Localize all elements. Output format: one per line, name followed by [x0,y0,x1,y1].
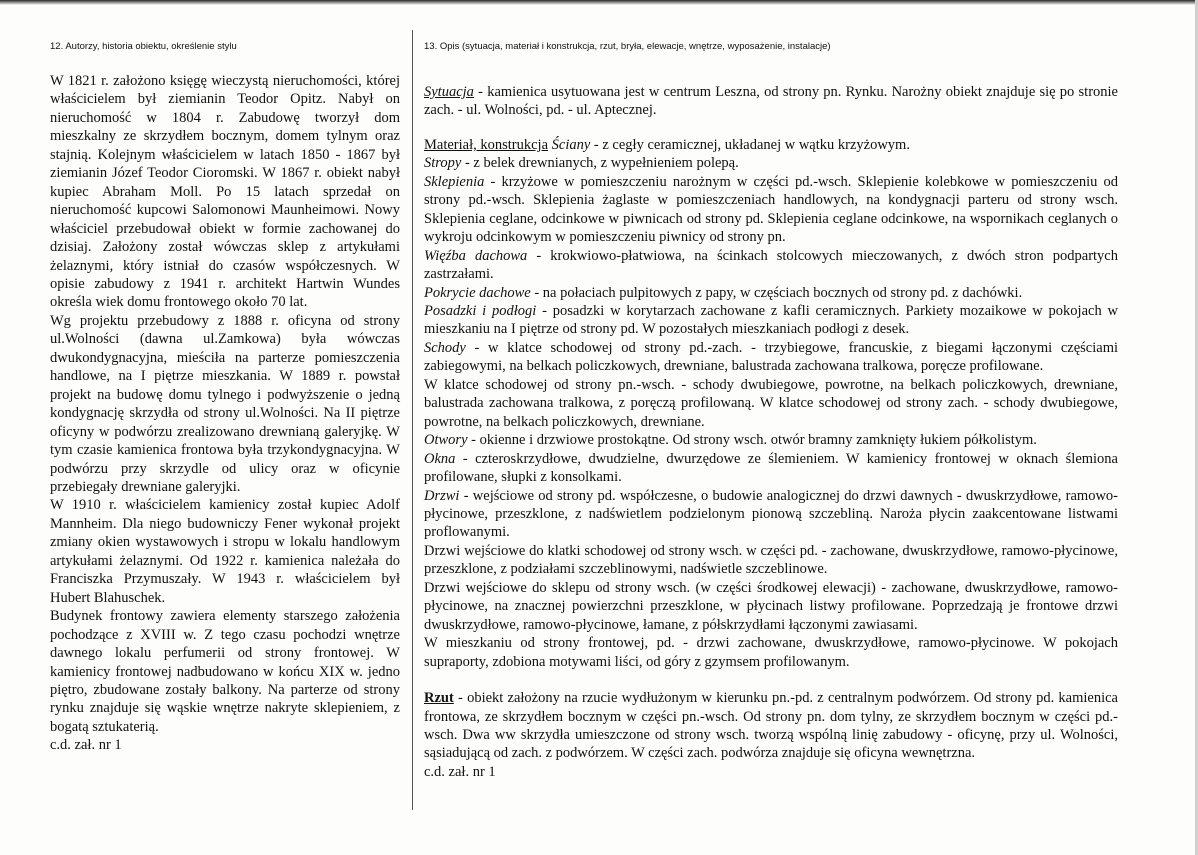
sciany-label: Ściany [551,136,591,153]
okna-text: - czteroskrzydłowe, dwudzielne, dwurzędowe ze ślemieniem. W kamienicy frontowej w oknach ślemiona profilowane, słupki z konsolkami. [424,450,1118,486]
sklepienia-paragraph [424,173,1118,247]
stropy-paragraph [424,154,1118,172]
history-paragraph-3: W 1910 r. właścicielem kamienicy został kupiec Adolf Mannheim. Dla niego budowniczy Fener wykonał projekt zmiany okien wystawowych i stropu w lokalu handlowym artykułami żelaznymi. Od 1922 r. kamienica należała do Franciszka Przymuszały. W 1943 r. właścicielem był Hubert Blahuschek. [50,497,400,606]
pokrycie-text: - na połaciach pulpitowych z papy, w częściach bocznych od strony pd. z dachówki. [530,284,1023,301]
stropy-text: - z belek drewnianych, z wypełnieniem polepą. [461,155,739,172]
history-continued-note: c.d. zał. nr 1 [50,737,122,754]
wiezba-paragraph [424,247,1118,284]
drzwi-paragraph-4: W mieszkaniu od strony frontowej, pd. - drzwi zachowane, dwuskrzydłowe, ramowo-płycinowe. W pokojach supraporty, zdobiona motywami liści, od góry z gzymsem profilowanym. [424,635,1118,670]
schody-paragraph-2: W klatce schodowej od strony pn.-wsch. - schody dwubiegowe, powrotne, na belkach policzkowych, drewniane, balustrada zachowana tralkowa, z poręczą profilowaną. W klatce schodowej od strony zach. - schody dwubiegowe, powrotne, na belkach policzkowych, drewniane. [424,376,1118,430]
pokrycie-paragraph [424,284,1118,302]
pokrycie-label: Pokrycie dachowe [424,284,531,301]
rzut-paragraph [424,689,1118,763]
posadzki-text: - posadzki w korytarzach zachowane z kafli ceramicznych. Parkiety mozaikowe w pokojach w mieszkaniu na I piętrze od strony pd. W pozostałych mieszkaniach podłogi z desek. [424,302,1118,338]
schody-text: - w klatce schodowej od strony pd.-zach. - trzybiegowe, francuskie, z biegami łączonymi częściami zabiegowymi, na belkach policzkowych, drewniane, balustrada zachowana tralkowa, poręcze profilowane. [424,339,1118,375]
column-divider [412,30,413,810]
sklepienia-label: Sklepienia [424,173,485,190]
history-paragraph-4: Budynek frontowy zawiera elementy starszego założenia pochodzące z XVIII w. Z tego czasu pochodzi wnętrze dawnego lokalu perfumerii od strony frontowej. W kamienicy frontowej nadbudowano w końcu XIX w. jedno piętro, zbudowane zostały balkony. Na parterze od strony rynku znajduje się wąskie wnętrze nakryte sklepieniem, z bogatą sztukaterią. [50,608,400,735]
sytuacja-paragraph [424,83,1118,120]
history-column [50,72,400,755]
drzwi-label: Drzwi [424,487,460,504]
section-13-header: 13. Opis (sytuacja, materiał i konstrukcja, rzut, bryła, elewacje, wnętrze, wyposażenie, instalacje) [424,41,831,52]
sytuacja-text: - kamienica usytuowana jest w centrum Leszna, od strony pn. Rynku. Narożny obiekt znajduje się po stronie zach. - ul. Wolności, pd. - ul. Aptecznej. [424,84,1118,119]
material-label: Materiał, konstrukcja [424,136,549,153]
description-column [424,83,1118,781]
sklepienia-text: - krzyżowe w pomieszczeniu narożnym w części pd.-wsch. Sklepienie kolebkowe w pomieszczeniu od strony pd.-wsch. Sklepienia żaglaste w pomieszczeniach handlowych, na kondygnacji parteru od strony wsch. Sklepienia ceglane, odcinkowe w piwnicach od strony pd. Sklepienia ceglane odcinkowe, na wspornikach ceglanych o wykroju odcinkowym w pomieszczeniu piwnicy od strony pn. [424,173,1118,246]
stropy-label: Stropy [424,155,462,172]
otwory-label: Otwory [424,432,468,449]
history-paragraph-1: W 1821 r. założono księgę wieczystą nieruchomości, której właścicielem był ziemianin Teodor Opitz. Nabył on nieruchomość w 1804 r. Zabudowę tworzył dom mieszkalny ze skrzydłem bocznym, domem tylnym oraz stajnią. Kolejnym właścicielem w latach 1850 - 1867 był ziemianin Józef Teodor Cioromski. W 1867 r. obiekt nabył kupiec Abraham Moll. Po 15 latach sprzedał on nieruchomość kupcowi Salomonowi Maunheimowi. Nowy właściciel przebudował obiekt w formie zachowanej do dzisiaj. Założony został wówczas sklep z artykułami żelaznymi, który istniał do czasów współczesnych. W opisie zabudowy z 1941 r. architekt Hartwin Wundes określa wiek domu frontowego około 70 lat. [50,73,400,311]
schody-paragraph [424,339,1118,376]
posadzki-label: Posadzki i podłogi [424,302,537,319]
otwory-text: - okienne i drzwiowe prostokątne. Od strony wsch. otwór bramny zamknięty łukiem półkolistym. [467,432,1037,449]
okna-paragraph [424,450,1118,487]
schody-label: Schody [424,339,466,356]
history-paragraph-2: Wg projektu przebudowy z 1888 r. oficyna od strony ul.Wolności (dawna ul.Zamkowa) była wówczas dwukondygnacyjna, mieściła na parterze pomieszczenia handlowe, na I piętrze mieszkania. W 1889 r. powstał projekt na budowę domu tylnego i podwyższenie o jedną kondygnację skrzydła od strony ul.Wolności. Na II piętrze oficyny w podwórzu zrealizowano drewnianą galeryjkę. W tym czasie kamienica frontowa była trzykondygnacyjna. W podwórzu przy skrzydle od ulicy oraz w oficynie przebiegały drewniane galeryjki. [50,312,400,495]
otwory-paragraph [424,431,1118,449]
okna-label: Okna [424,450,456,467]
sytuacja-label: Sytuacja [424,84,474,100]
sciany-text: - z cegły ceramicznej, układanej w wątku krzyżowym. [590,136,910,153]
rzut-text: - obiekt założony na rzucie wydłużonym w kierunku pn.-pd. z centralnym podwórzem. Od strony pd. kamienica frontowa, ze skrzydłem bocznym w części pn.-wsch. Od strony pn. dom tylny, ze skrzydłem bocznym w części pd.-wsch. Dwa ww skrzydła umieszczone od strony wsch. tworzą wspólną linię zabudowy - oficynę, przy ul. Wolności, sąsiadującą od zach. z podwórzem. W części zach. podwórza znajduje się oficyna wewnętrzna. [424,690,1118,762]
section-12-header: 12. Autorzy, historia obiektu, określenie stylu [50,41,237,52]
description-continued-note: c.d. zał. nr 1 [424,763,496,780]
wiezba-label: Więźba dachowa [424,247,528,264]
drzwi-paragraph-3: Drzwi wejściowe do sklepu od strony wsch. (w części środkowej elewacji) - zachowane, dwuskrzydłowe, ramowo-płycinowe, na znacznej powierzchni przeszklone, w płycinach listwy profilowane. Poprzedzają je frontowe drzwi dwuskrzydłowe, ramowo-płycinowe, łamane, z półskrzydłami łączonymi zawiasami. [424,579,1118,633]
wiezba-text: - krokwiowo-płatwiowa, na ścinkach stolcowych mieczowanych, z dwóch stron podpartych zastrzałami. [424,247,1118,283]
drzwi-paragraph [424,487,1118,542]
rzut-label: Rzut [424,690,454,707]
material-paragraph [424,136,1118,154]
scan-top-edge [0,0,1198,5]
drzwi-paragraph-2: Drzwi wejściowe do klatki schodowej od strony wsch. w części pd. - zachowane, dwuskrzydłowe, ramowo-płycinowe, przeszklone, z podziałami szczeblinowymi, nadświetle szczeblinowe. [424,542,1118,578]
drzwi-text: - wejściowe od strony pd. współczesne, o budowie analogicznej do drzwi dawnych - dwuskrzydłowe, ramowo-płycinowe, przeszklone, z nadświetlem podzielonym pionową szczebliną. Naroża płycin zaakcentowane listwami proflowanymi. [424,487,1118,541]
posadzki-paragraph [424,302,1118,339]
